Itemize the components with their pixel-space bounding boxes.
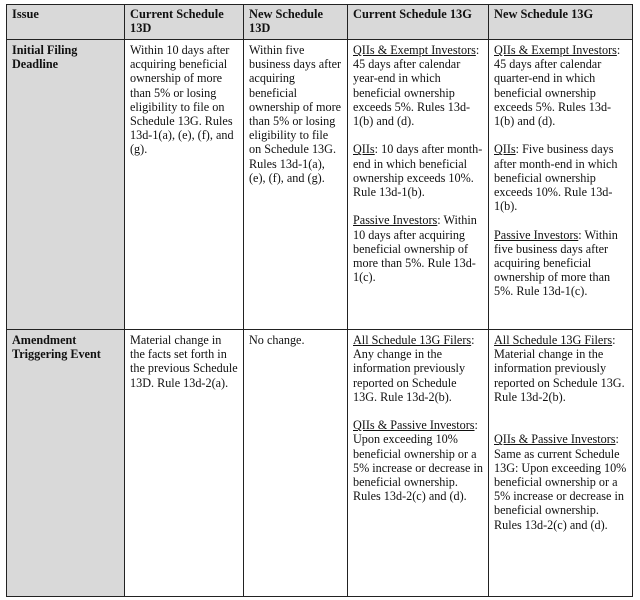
header-current-13g: Current Schedule 13G	[348, 5, 489, 40]
issue-cell: Amendment Triggering Event	[7, 330, 125, 597]
cell-paragraph	[353, 418, 483, 503]
paragraph-text: : Five business days after month-end in which beneficial ownership exceeds 10%. Rule 13d-1(b).	[494, 142, 618, 214]
investor-label: QIIs & Exempt Investors	[353, 43, 476, 57]
header-new-13g: New Schedule 13G	[489, 5, 633, 40]
header-issue: Issue	[7, 5, 125, 40]
cell-paragraph	[353, 333, 483, 404]
cell-paragraph	[353, 213, 483, 284]
header-row	[7, 5, 633, 40]
paragraph-text: : Any change in the information previously reported on Schedule 13G. Rule 13d-2(b).	[353, 333, 475, 404]
header-new-13d: New Schedule 13D	[244, 5, 348, 40]
current-13g-cell	[348, 330, 489, 597]
header-current-13d: Current Schedule 13D	[125, 5, 244, 40]
current-13d-cell: Within 10 days after acquiring beneficial ownership of more than 5% or losing eligibility to file on Schedule 13G. Rules 13d-1(a), (e), (f), and (g).	[125, 40, 244, 330]
paragraph-text: : Material change in the information previously reported on Schedule 13G. Rule 13d-2(b).	[494, 333, 625, 404]
investor-label: QIIs & Passive Investors	[353, 418, 475, 433]
paragraph-text: : Same as current Schedule 13G: Upon exceeding 10% beneficial ownership or a 5% increase or decrease in beneficial ownership. Rules 13d-2(c) and (d).	[494, 432, 627, 532]
cell-paragraph	[353, 142, 483, 199]
investor-label: QIIs & Exempt Investors	[494, 43, 617, 57]
new-13g-cell	[489, 40, 633, 330]
cell-paragraph	[353, 43, 483, 128]
investor-label: Passive Investors	[494, 227, 579, 242]
cell-paragraph	[494, 43, 627, 128]
cell-paragraph	[494, 333, 627, 404]
investor-label: QIIs	[494, 142, 516, 157]
investor-label: Passive Investors	[353, 213, 438, 228]
new-13g-cell	[489, 330, 633, 597]
investor-label: All Schedule 13G Filers	[353, 333, 472, 347]
comparison-table	[6, 4, 633, 597]
issue-cell: Initial Filing Deadline	[7, 40, 125, 330]
current-13g-cell	[348, 40, 489, 330]
cell-paragraph	[494, 432, 627, 531]
table-row	[7, 330, 633, 597]
paragraph-text: : Upon exceeding 10% beneficial ownership or a 5% increase or decrease in beneficial ownership. Rules 13d-2(c) and (d).	[353, 418, 483, 504]
table-row	[7, 40, 633, 330]
investor-label: QIIs	[353, 142, 375, 157]
investor-label: QIIs & Passive Investors	[494, 432, 616, 447]
investor-label: All Schedule 13G Filers	[494, 333, 613, 347]
paragraph-text: : 10 days after month-end in which beneficial ownership exceeds 10%. Rule 13d-1(b).	[353, 142, 483, 200]
cell-paragraph	[494, 142, 627, 213]
paragraph-text: : Within 10 days after acquiring beneficial ownership of more than 5%. Rule 13d-1(c).	[353, 213, 477, 285]
paragraph-text: : 45 days after calendar quarter-end in which beneficial ownership exceeds 5%. Rules 13d-1(b) and (d).	[494, 43, 621, 129]
paragraph-text: : 45 days after calendar year-end in which beneficial ownership exceeds 5%. Rules 13d-1(b) and (d).	[353, 43, 480, 129]
new-13d-cell: Within five business days after acquiring beneficial ownership of more than 5% or losing eligibility to file on Schedule 13G. Rules 13d-1(a), (e), (f), and (g).	[244, 40, 348, 330]
paragraph-text: : Within five business days after acquiring beneficial ownership of more than 5%. Rule 13d-1(c).	[494, 227, 618, 299]
new-13d-cell: No change.	[244, 330, 348, 597]
cell-paragraph	[494, 228, 627, 299]
current-13d-cell: Material change in the facts set forth in the previous Schedule 13D. Rule 13d-2(a).	[125, 330, 244, 597]
